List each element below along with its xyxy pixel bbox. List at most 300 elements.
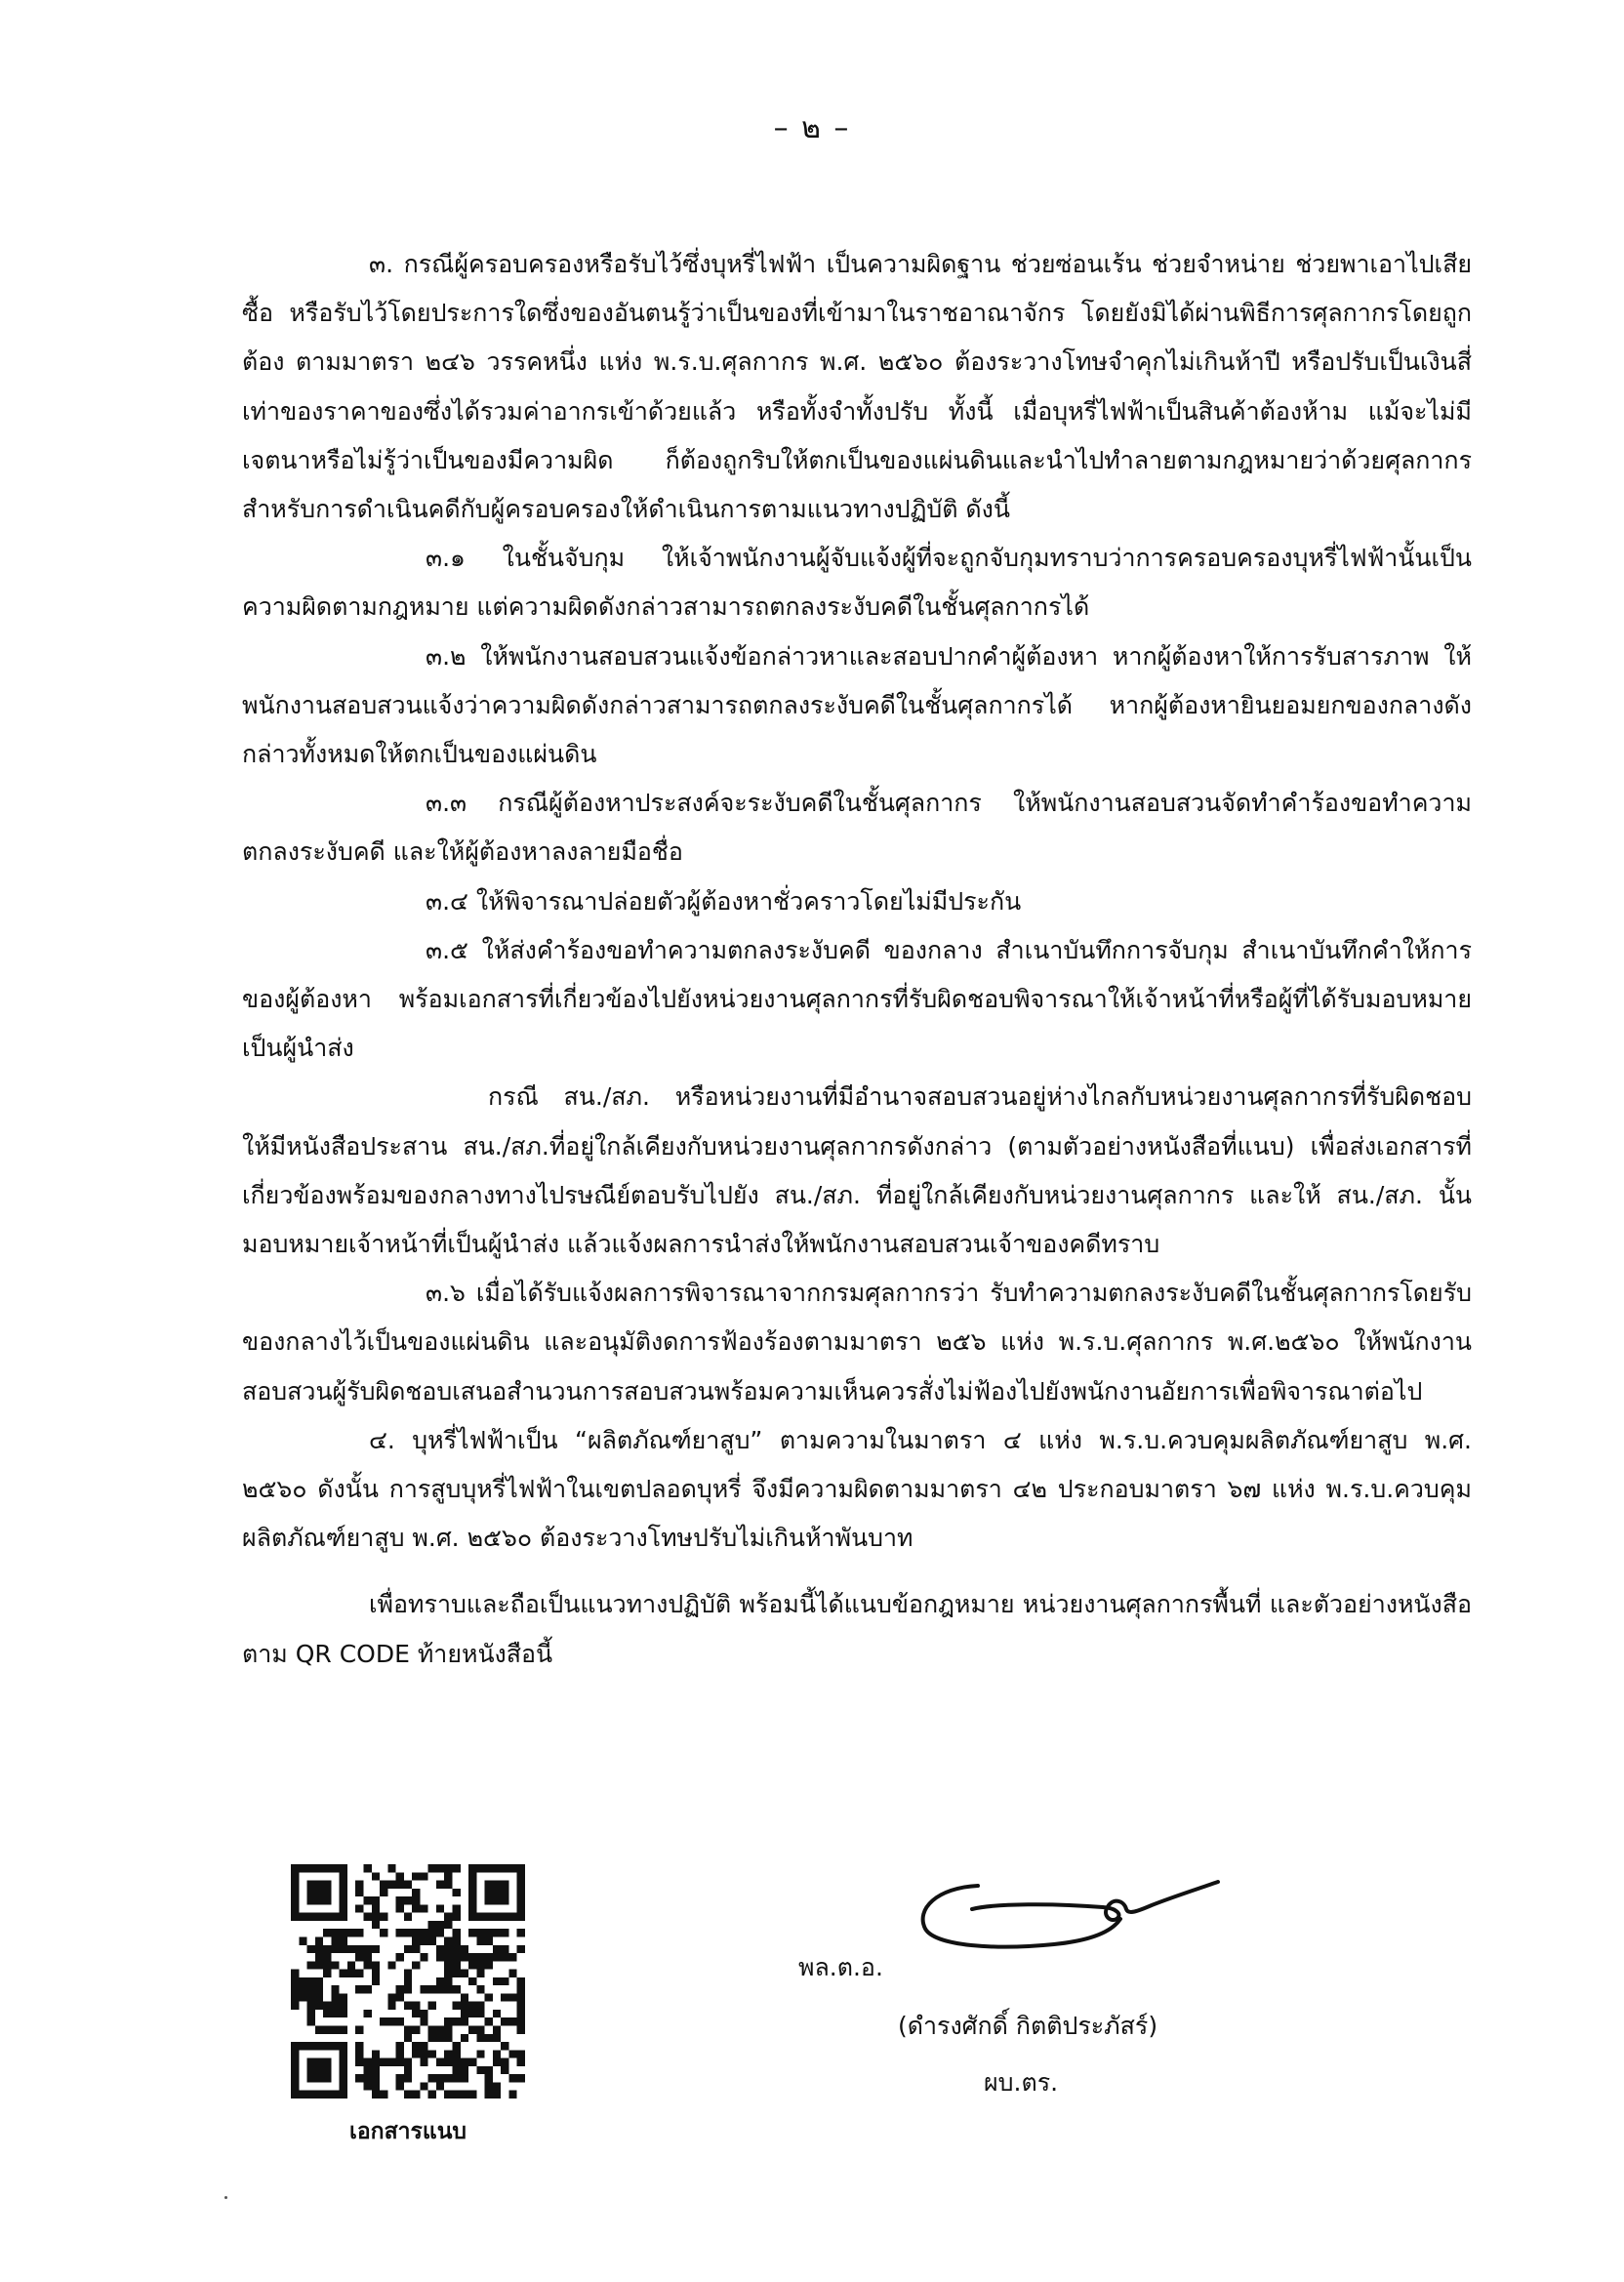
qr-module: [380, 1881, 387, 1889]
qr-module: [307, 1993, 315, 2001]
qr-module: [420, 2058, 427, 2066]
qr-module: [444, 1921, 452, 1929]
qr-module: [517, 2026, 525, 2034]
paragraph-item-3-5: ๓.๕ ให้ส่งคำร้องขอทำความตกลงระงับคดี ของกลาง สำเนาบันทึกการจับกุม สำเนาบันทึกคำให้การของผู้ต้องหา พร้อมเอกสารที่เกี่ยวข้องไปยังหน่วยงานศุลกากรที่รับผิดชอบพิจารณาให้เจ้าหน้าที่หรือผู้ที่ได้รับมอบหมายเป็นผู้นำส่ง: [242, 935, 1472, 1063]
qr-caption: เอกสารแนบ: [348, 2119, 467, 2144]
qr-module: [517, 1896, 525, 1904]
qr-module: [363, 2082, 371, 2090]
qr-module: [420, 1872, 427, 1880]
qr-module: [372, 1961, 380, 1969]
qr-module: [517, 1872, 525, 1880]
qr-module: [347, 1961, 355, 1969]
qr-module: [291, 1970, 299, 1977]
qr-module: [444, 1985, 452, 1993]
qr-module: [291, 1881, 299, 1889]
qr-module: [476, 2050, 484, 2058]
qr-module: [461, 2091, 468, 2099]
qr-module: [420, 2042, 427, 2050]
qr-module: [315, 1961, 323, 1969]
qr-module: [485, 1936, 493, 1944]
qr-module: [501, 1977, 508, 1985]
qr-module: [412, 2091, 420, 2099]
qr-module: [363, 1896, 371, 1904]
qr-module: [291, 2042, 299, 2050]
qr-module: [420, 1985, 427, 1993]
paragraph-item-3-3: ๓.๓ กรณีผู้ต้องหาประสงค์จะระงับคดีในชั้นศุลกากร ให้พนักงานสอบสวนจัดทำคำร้องขอทำความตกลงระงับคดี และให้ผู้ต้องหาลงลายมือชื่อ: [242, 789, 1472, 867]
signer-position: ผบ.ตร.: [984, 2068, 1059, 2097]
qr-module: [323, 1864, 331, 1872]
qr-module: [453, 2042, 461, 2050]
qr-module: [485, 1864, 493, 1872]
qr-module: [404, 2002, 412, 2010]
qr-module: [307, 1985, 315, 1993]
qr-module: [315, 2091, 323, 2099]
qr-module: [485, 2082, 493, 2090]
qr-module: [461, 2058, 468, 2066]
qr-module: [476, 2002, 484, 2010]
qr-module: [517, 1881, 525, 1889]
qr-module: [340, 1936, 347, 1944]
qr-module: [508, 2074, 516, 2082]
qr-module: [340, 1889, 347, 1896]
qr-module: [372, 2082, 380, 2090]
qr-module: [323, 2058, 331, 2066]
qr-module: [331, 1936, 339, 1944]
qr-module: [476, 2010, 484, 2017]
paragraph-item-3: ๓. กรณีผู้ครอบครองหรือรับไว้ซึ่งบุหรี่ไฟฟ้า เป็นความผิดฐาน ช่วยซ่อนเร้น ช่วยจำหน่าย ช่วยพาเอาไปเสีย ซื้อ หรือรับไว้โดยประการใดซึ่งของอันตนรู้ว่าเป็นของที่เข้ามาในราชอาณาจักร โดยยังมิได้ผ่านพิธีการศุลกากรโดยถูกต้อง ตามมาตรา ๒๔๖ วรรคหนึ่ง แห่ง พ.ร.บ.ศุลกากร พ.ศ. ๒๕๖๐ ต้องระวางโทษจำคุกไม่เกินห้าปี หรือปรับเป็นเงินสี่เท่าของราคาของซึ่งได้รวมค่าอากรเข้าด้วยแล้ว หรือทั้งจำทั้งปรับ ทั้งนี้ เมื่อบุหรี่ไฟฟ้าเป็นสินค้าต้องห้าม แม้จะไม่มีเจตนาหรือไม่รู้ว่าเป็นของมีความผิด ก็ต้องถูกริบให้ตกเป็นของแผ่นดินและนำไปทำลายตามกฎหมายว่าด้วยศุลกากร สำหรับการดำเนินคดีกับผู้ครอบครองให้ดำเนินการตามแนวทางปฏิบัติ ดังนี้: [242, 250, 1472, 524]
qr-module: [404, 1929, 412, 1936]
qr-module: [331, 2010, 339, 2017]
qr-module: [420, 2017, 427, 2025]
qr-module: [517, 1977, 525, 1985]
qr-module: [453, 2058, 461, 2066]
qr-module: [340, 2026, 347, 2034]
qr-module: [363, 1945, 371, 1953]
qr-module: [340, 1896, 347, 1904]
qr-module: [428, 1936, 436, 1944]
qr-module: [468, 2091, 476, 2099]
qr-module: [323, 1929, 331, 1936]
qr-module: [340, 2010, 347, 2017]
qr-module: [468, 2026, 476, 2034]
qr-module: [323, 1945, 331, 1953]
qr-module: [501, 1993, 508, 2001]
qr-module: [428, 1985, 436, 1993]
qr-module: [428, 2091, 436, 2099]
qr-module: [299, 1993, 306, 2001]
paragraph-remote-station-note: กรณี สน./สภ. หรือหน่วยงานที่มีอำนาจสอบสวนอยู่ห่างไกลกับหน่วยงานศุลกากรที่รับผิดชอบ ให้มีหนังสือประสาน สน./สภ.ที่อยู่ใกล้เคียงกับหน่วยงานศุลกากรดังกล่าว (ตามตัวอย่างหนังสือที่แนบ) เพื่อส่งเอกสารที่เกี่ยวข้องพร้อมของกลางทางไปรษณีย์ตอบรับไปยัง สน./สภ. ที่อยู่ใกล้เคียงกับหน่วยงานศุลกากร และให้ สน./สภ. นั้น มอบหมายเจ้าหน้าที่เป็นผู้นำส่ง แล้วแจ้งผลการนำส่งให้พนักงานสอบสวนเจ้าของคดีทราบ: [242, 1082, 1472, 1259]
qr-module: [380, 2017, 387, 2025]
qr-module: [476, 2034, 484, 2042]
qr-module: [453, 1936, 461, 1944]
qr-module: [291, 1864, 299, 1872]
qr-module: [453, 2074, 461, 2082]
paragraph-closing: เพื่อทราบและถือเป็นแนวทางปฏิบัติ พร้อมนี้ได้แนบข้อกฎหมาย หน่วยงานศุลกากรพื้นที่ และตัวอย่างหนังสือตาม QR CODE ท้ายหนังสือนี้: [242, 1590, 1472, 1668]
qr-module: [444, 1881, 452, 1889]
qr-module: [476, 1864, 484, 1872]
qr-module: [468, 1872, 476, 1880]
qr-module: [412, 2050, 420, 2058]
qr-module: [331, 2042, 339, 2050]
signer-rank: พล.ต.อ.: [798, 1953, 883, 1981]
qr-module: [396, 2017, 404, 2025]
qr-module: [412, 1904, 420, 1912]
qr-module: [476, 1929, 484, 1936]
qr-module: [508, 1970, 516, 1977]
qr-module: [340, 2082, 347, 2090]
qr-module: [372, 1872, 380, 1880]
qr-module: [363, 2066, 371, 2074]
qr-module: [517, 1985, 525, 1993]
qr-module: [428, 2002, 436, 2010]
qr-module: [291, 2074, 299, 2082]
qr-module: [340, 1993, 347, 2001]
qr-module: [307, 2010, 315, 2017]
qr-module: [331, 2091, 339, 2099]
qr-module: [501, 2017, 508, 2025]
qr-module: [355, 1970, 363, 1977]
qr-module: [307, 1889, 315, 1896]
qr-module: [485, 1881, 493, 1889]
qr-module: [428, 2034, 436, 2042]
qr-module: [493, 2058, 501, 2066]
qr-module: [436, 1985, 444, 1993]
qr-module: [299, 2091, 306, 2099]
qr-module: [315, 1936, 323, 1944]
qr-module: [461, 2066, 468, 2074]
qr-module: [340, 1970, 347, 1977]
qr-module: [315, 1977, 323, 1985]
qr-module: [396, 1904, 404, 1912]
qr-module: [468, 1913, 476, 1921]
qr-module: [291, 1985, 299, 1993]
qr-module: [412, 2002, 420, 2010]
qr-module: [363, 1961, 371, 1969]
qr-module: [436, 2034, 444, 2042]
qr-module: [396, 1953, 404, 1961]
qr-module: [387, 1961, 395, 1969]
qr-module: [444, 1913, 452, 1921]
qr-module: [323, 1889, 331, 1896]
qr-module: [340, 1929, 347, 1936]
qr-module: [485, 2034, 493, 2042]
qr-module: [340, 2050, 347, 2058]
qr-module: [468, 1929, 476, 1936]
paragraph-item-3-2: ๓.๒ ให้พนักงานสอบสวนแจ้งข้อกล่าวหาและสอบปากคำผู้ต้องหา หากผู้ต้องหาให้การรับสารภาพ ให้พนักงานสอบสวนแจ้งว่าความผิดดังกล่าวสามารถตกลงระงับคดีในชั้นศุลกากรได้ หากผู้ต้องหายินยอมยกของกลางดังกล่าวทั้งหมดให้ตกเป็นของแผ่นดิน: [242, 641, 1472, 769]
qr-module: [436, 1977, 444, 1985]
qr-module: [453, 1985, 461, 1993]
qr-module: [372, 2074, 380, 2082]
qr-module: [468, 2002, 476, 2010]
qr-module: [517, 1864, 525, 1872]
qr-module: [307, 2074, 315, 2082]
qr-module: [315, 2042, 323, 2050]
qr-module: [315, 2066, 323, 2074]
qr-module: [372, 1970, 380, 1977]
qr-module: [340, 2066, 347, 2074]
qr-module: [340, 1945, 347, 1953]
qr-module: [485, 1889, 493, 1896]
qr-module: [517, 1913, 525, 1921]
qr-module: [331, 1864, 339, 1872]
qr-module: [485, 1896, 493, 1904]
qr-module: [372, 1904, 380, 1912]
qr-module: [331, 1945, 339, 1953]
qr-module: [461, 1993, 468, 2001]
qr-module: [476, 1970, 484, 1977]
qr-module: [508, 2017, 516, 2025]
qr-module: [444, 1977, 452, 1985]
qr-module: [436, 2082, 444, 2090]
qr-module: [315, 1993, 323, 2001]
qr-module: [501, 1889, 508, 1896]
qr-module: [307, 2042, 315, 2050]
qr-module: [307, 2066, 315, 2074]
qr-module: [331, 1929, 339, 1936]
qr-module: [355, 2058, 363, 2066]
qr-module: [428, 2050, 436, 2058]
qr-module: [355, 1904, 363, 1912]
qr-module: [436, 2074, 444, 2082]
paragraph-item-3-6: ๓.๖ เมื่อได้รับแจ้งผลการพิจารณาจากกรมศุลกากรว่า รับทำความตกลงระงับคดีในชั้นศุลกากรโดยรับของกลางไว้เป็นของแผ่นดิน และอนุมัติงดการฟ้องร้องตามมาตรา ๒๕๖ แห่ง พ.ร.บ.ศุลกากร พ.ศ.๒๕๖๐ ให้พนักงานสอบสวนผู้รับผิดชอบเสนอสำนวนการสอบสวนพร้อมความเห็นควรสั่งไม่ฟ้องไปยังพนักงานอัยการเพื่อพิจารณาต่อไป: [242, 1279, 1472, 1406]
qr-module: [315, 1945, 323, 1953]
qr-module: [517, 1889, 525, 1896]
qr-module: [291, 1904, 299, 1912]
qr-module: [436, 1904, 444, 1912]
qr-module: [396, 1985, 404, 1993]
qr-module: [291, 1889, 299, 1896]
qr-module: [412, 1945, 420, 1953]
qr-module: [387, 2002, 395, 2010]
qr-module: [485, 1929, 493, 1936]
qr-module: [428, 1929, 436, 1936]
qr-module: [291, 2002, 299, 2010]
qr-module: [323, 2002, 331, 2010]
qr-module: [493, 2050, 501, 2058]
qr-module: [331, 2026, 339, 2034]
qr-module: [315, 1881, 323, 1889]
qr-module: [396, 1993, 404, 2001]
qr-module: [315, 1896, 323, 1904]
qr-module: [315, 1889, 323, 1896]
qr-module: [436, 1945, 444, 1953]
qr-module: [517, 2074, 525, 2082]
qr-module: [461, 2034, 468, 2042]
paragraph-item-3-4: ๓.๔ ให้พิจารณาปล่อยตัวผู้ต้องหาชั่วคราวโดยไม่มีประกัน: [426, 886, 1022, 916]
qr-module: [363, 2010, 371, 2017]
qr-module: [315, 2002, 323, 2010]
qr-module: [412, 1896, 420, 1904]
qr-module: [428, 1864, 436, 1872]
qr-module: [315, 1985, 323, 1993]
qr-module: [387, 1881, 395, 1889]
qr-module: [340, 1881, 347, 1889]
qr-module: [387, 2017, 395, 2025]
qr-module: [485, 1953, 493, 1961]
qr-module: [444, 1864, 452, 1872]
qr-module: [291, 1977, 299, 1985]
qr-module: [340, 2002, 347, 2010]
qr-module: [420, 1904, 427, 1912]
qr-module: [372, 1977, 380, 1985]
qr-module: [428, 1921, 436, 1929]
qr-module: [355, 1929, 363, 1936]
qr-module: [307, 2091, 315, 2099]
qr-module: [323, 2042, 331, 2050]
qr-module: [453, 1953, 461, 1961]
qr-module: [299, 2042, 306, 2050]
qr-module: [468, 1953, 476, 1961]
qr-module: [436, 1864, 444, 1872]
qr-module: [315, 2074, 323, 2082]
qr-module: [508, 2050, 516, 2058]
qr-module: [493, 2034, 501, 2042]
qr-module: [420, 2082, 427, 2090]
qr-module: [307, 1913, 315, 1921]
qr-module: [307, 1961, 315, 1969]
qr-module: [436, 1881, 444, 1889]
qr-module: [453, 1913, 461, 1921]
qr-module: [387, 1864, 395, 1872]
qr-module: [291, 1993, 299, 2001]
qr-module: [517, 1904, 525, 1912]
qr-module: [485, 2017, 493, 2025]
qr-module: [347, 1970, 355, 1977]
qr-module: [340, 2091, 347, 2099]
qr-module: [404, 2026, 412, 2034]
qr-module: [363, 2058, 371, 2066]
letter-body: [242, 240, 1472, 1679]
qr-module: [412, 1889, 420, 1896]
paragraph-item-4: ๔. บุหรี่ไฟฟ้าเป็น “ผลิตภัณฑ์ยาสูบ” ตามความในมาตรา ๔ แห่ง พ.ร.บ.ควบคุมผลิตภัณฑ์ยาสูบ พ.ศ. ๒๕๖๐ ดังนั้น การสูบบุหรี่ไฟฟ้าในเขตปลอดบุหรี่ จึงมีความผิดตามมาตรา ๔๒ ประกอบมาตรา ๖๗ แห่ง พ.ร.บ.ควบคุมผลิตภัณฑ์ยาสูบ พ.ศ. ๒๕๖๐ ต้องระวางโทษปรับไม่เกินห้าพันบาท: [242, 1425, 1472, 1553]
qr-module: [396, 1896, 404, 1904]
qr-module: [372, 2058, 380, 2066]
qr-module: [299, 1913, 306, 1921]
qr-module: [453, 2066, 461, 2074]
qr-module: [453, 1945, 461, 1953]
qr-module: [468, 1896, 476, 1904]
qr-module: [453, 1864, 461, 1872]
qr-module: [291, 2050, 299, 2058]
qr-module: [412, 1872, 420, 1880]
qr-module: [468, 2058, 476, 2066]
qr-module: [501, 2066, 508, 2074]
qr-module: [453, 1929, 461, 1936]
qr-module: [396, 1929, 404, 1936]
qr-module: [476, 1961, 484, 1969]
qr-module: [340, 1904, 347, 1912]
qr-module: [485, 1913, 493, 1921]
qr-module: [501, 1929, 508, 1936]
qr-module: [444, 2050, 452, 2058]
qr-module: [323, 1896, 331, 1904]
qr-code-icon[interactable]: [291, 1864, 525, 2099]
qr-module: [396, 2082, 404, 2090]
qr-module: [508, 1913, 516, 1921]
qr-module: [396, 2042, 404, 2050]
qr-module: [355, 2050, 363, 2058]
qr-module: [493, 1913, 501, 1921]
qr-module: [476, 1953, 484, 1961]
qr-module: [355, 1889, 363, 1896]
qr-module: [501, 1953, 508, 1961]
qr-module: [315, 1953, 323, 1961]
qr-module: [323, 2010, 331, 2017]
qr-module: [404, 1913, 412, 1921]
signer-name: (ดำรงศักดิ์ กิตติประภัสร์): [898, 2012, 1158, 2040]
qr-module: [396, 2058, 404, 2066]
qr-module: [444, 1961, 452, 1969]
qr-module: [461, 1953, 468, 1961]
qr-module: [323, 2026, 331, 2034]
qr-module: [323, 1961, 331, 1969]
qr-module: [396, 1881, 404, 1889]
qr-module: [485, 2074, 493, 2082]
qr-module: [453, 1961, 461, 1969]
qr-module: [372, 1913, 380, 1921]
qr-module: [420, 1953, 427, 1961]
qr-module: [508, 1864, 516, 1872]
qr-module: [315, 1913, 323, 1921]
qr-module: [404, 1977, 412, 1985]
qr-module: [331, 1961, 339, 1969]
qr-module: [501, 1864, 508, 1872]
qr-module: [363, 1953, 371, 1961]
qr-module: [299, 1864, 306, 1872]
qr-module: [493, 1881, 501, 1889]
qr-module: [291, 1913, 299, 1921]
qr-module: [291, 1872, 299, 1880]
qr-module: [444, 2058, 452, 2066]
qr-module: [444, 2017, 452, 2025]
qr-module: [501, 1913, 508, 1921]
qr-module: [372, 1945, 380, 1953]
qr-module: [493, 1929, 501, 1936]
qr-module: [485, 2066, 493, 2074]
qr-module: [372, 1896, 380, 1904]
qr-module: [444, 1970, 452, 1977]
qr-module: [453, 2002, 461, 2010]
qr-module: [331, 1985, 339, 1993]
qr-module: [340, 1913, 347, 1921]
scan-speck: [224, 2196, 227, 2199]
qr-module: [372, 2050, 380, 2058]
qr-module: [404, 2074, 412, 2082]
qr-module: [453, 1904, 461, 1912]
qr-module: [323, 2066, 331, 2074]
qr-module: [340, 2042, 347, 2050]
qr-module: [363, 1864, 371, 1872]
qr-module: [412, 1936, 420, 1944]
qr-module: [404, 2034, 412, 2042]
qr-module: [493, 1953, 501, 1961]
qr-module: [436, 1953, 444, 1961]
qr-module: [340, 1864, 347, 1872]
qr-module: [501, 1896, 508, 1904]
qr-module: [444, 2091, 452, 2099]
qr-module: [355, 1881, 363, 1889]
qr-module: [412, 1929, 420, 1936]
qr-module: [508, 1993, 516, 2001]
qr-module: [428, 2074, 436, 2082]
qr-module: [453, 2050, 461, 2058]
signature-image: [908, 1854, 1230, 1962]
qr-module: [420, 2010, 427, 2017]
qr-module: [428, 2026, 436, 2034]
qr-module: [331, 2002, 339, 2010]
qr-module: [363, 1985, 371, 1993]
qr-module: [444, 1936, 452, 1944]
